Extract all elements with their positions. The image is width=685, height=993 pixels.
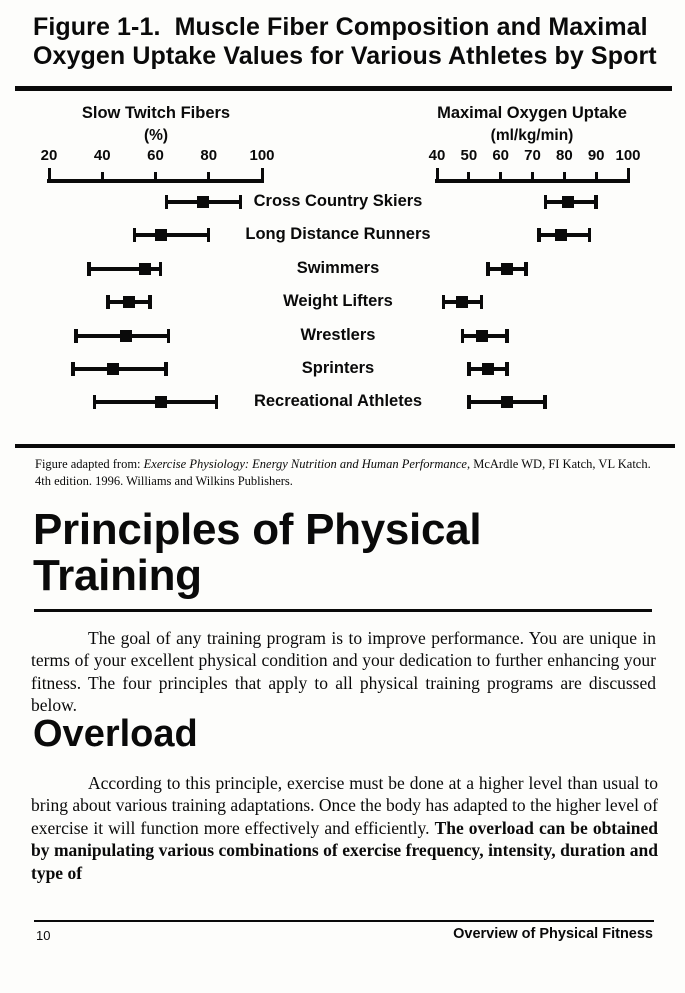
caption-book-title: Exercise Physiology: Energy Nutrition and Human Performance (143, 457, 467, 471)
error-bar-low-cap (133, 228, 137, 242)
axis-tick (467, 172, 470, 182)
section-heading-line1: Principles of Physical (33, 505, 482, 554)
footer-section-title: Overview of Physical Fitness (453, 926, 653, 942)
error-bar-high-cap (505, 329, 509, 343)
axis-tick-label: 60 (147, 147, 164, 164)
category-label: Weight Lifters (283, 292, 393, 311)
error-bar-high-cap (159, 262, 163, 276)
section-heading-line2: Training (33, 551, 202, 600)
error-bar-high-cap (207, 228, 211, 242)
axis-tick-label: 100 (615, 147, 641, 164)
axis-tick (436, 168, 439, 182)
axis-tick (101, 172, 104, 182)
axis-tick-label: 80 (200, 147, 218, 164)
axis-tick-label: 40 (93, 147, 111, 164)
axis-tick-label: 90 (587, 147, 605, 164)
axis-tick (595, 172, 598, 182)
error-bar-high-cap (588, 228, 592, 242)
mean-marker (107, 363, 119, 375)
error-bar-high-cap (524, 262, 528, 276)
axis-tick (48, 168, 51, 182)
error-bar-low-cap (74, 329, 78, 343)
error-bar-low-cap (486, 262, 490, 276)
mean-marker (123, 296, 135, 308)
category-label: Wrestlers (300, 325, 376, 344)
mean-marker (456, 296, 468, 308)
axis-tick-label: 50 (460, 147, 478, 164)
right-axis-unit: (ml/kg/min) (490, 127, 574, 144)
axis-tick (261, 168, 264, 182)
category-label: Recreational Athletes (253, 392, 423, 411)
error-bar-low-cap (93, 395, 97, 409)
error-bar-low-cap (544, 195, 548, 209)
error-bar-high-cap (594, 195, 598, 209)
caption-suffix: , McArdle WD, FI Katch, VL Katch. 4th edition. 1996. Williams and Wilkins Publishers. (35, 457, 651, 488)
category-label: Long Distance Runners (245, 225, 431, 244)
error-bar-low-cap (461, 329, 465, 343)
category-label: Swimmers (296, 258, 380, 277)
error-bar-high-cap (543, 395, 547, 409)
error-bar-low-cap (537, 228, 541, 242)
error-bar-low-cap (467, 362, 471, 376)
mean-marker (476, 330, 488, 342)
mean-marker (482, 363, 494, 375)
top-rule (15, 86, 672, 91)
category-label: Cross Country Skiers (253, 192, 423, 210)
axis-tick (531, 172, 534, 182)
overload-paragraph-normal: According to this principle, exercise must be done at a higher level than usual to bring about various training adaptations. Once the body has adapted to the higher level of exercise it will function more effectively and efficiently. (31, 773, 658, 838)
axis-tick-label: 20 (40, 147, 58, 164)
figure-chart (0, 96, 685, 446)
error-bar-range (134, 233, 209, 237)
axis-tick (499, 172, 502, 182)
overload-paragraph (31, 772, 658, 884)
error-bar-low-cap (467, 395, 471, 409)
mean-marker (562, 196, 574, 208)
figure-caption (35, 456, 663, 490)
left-axis-title: Slow Twitch Fibers (81, 104, 231, 122)
intro-paragraph: The goal of any training program is to improve performance. You are unique in terms of your excellent physical condition and your dedication to further enhancing your fitness. The four principles that apply to all physical training programs are discussed below. (31, 628, 656, 716)
error-bar-low-cap (165, 195, 169, 209)
error-bar-low-cap (87, 262, 91, 276)
footer-rule (34, 920, 654, 922)
axis-tick-label: 60 (492, 147, 509, 164)
category-label: Sprinters (301, 359, 375, 377)
figure-bottom-rule (15, 444, 675, 448)
mean-marker (155, 229, 167, 241)
error-bar-low-cap (71, 362, 75, 376)
error-bar-high-cap (215, 395, 219, 409)
mean-marker (501, 396, 513, 408)
figure-title-line1: Figure 1-1. Muscle Fiber Composition and Maximal (33, 13, 648, 41)
axis-tick (154, 172, 157, 182)
heading-rule (34, 609, 652, 612)
error-bar-high-cap (164, 362, 168, 376)
axis-tick-label: 40 (428, 147, 446, 164)
mean-marker (555, 229, 567, 241)
axis-tick (207, 172, 210, 182)
axis-tick-label: 70 (524, 147, 541, 164)
error-bar-range (73, 367, 166, 371)
page-number: 10 (36, 928, 51, 943)
figure-title-line2: Oxygen Uptake Values for Various Athletes by Sport (33, 42, 657, 70)
section-heading-principles (33, 507, 481, 599)
error-bar-low-cap (106, 295, 110, 309)
caption-prefix: Figure adapted from: (35, 457, 144, 471)
axis-tick-label: 100 (249, 147, 275, 164)
error-bar-high-cap (505, 362, 509, 376)
overload-paragraph-bold: The overload can be obtained by manipulating various combinations of exercise frequency, intensity, duration and type of (31, 817, 658, 883)
error-bar-high-cap (148, 295, 152, 309)
error-bar-high-cap (167, 329, 171, 343)
mean-marker (120, 330, 132, 342)
left-axis-unit: (%) (143, 127, 169, 144)
axis-tick (563, 172, 566, 182)
mean-marker (139, 263, 151, 275)
right-axis-title: Maximal Oxygen Uptake (437, 104, 627, 122)
section-heading-overload: Overload (33, 713, 198, 755)
mean-marker (155, 396, 167, 408)
mean-marker (501, 263, 513, 275)
axis-tick (627, 168, 630, 182)
mean-marker (197, 196, 209, 208)
error-bar-high-cap (480, 295, 484, 309)
axis-tick-label: 80 (555, 147, 573, 164)
figure-title (33, 13, 657, 71)
